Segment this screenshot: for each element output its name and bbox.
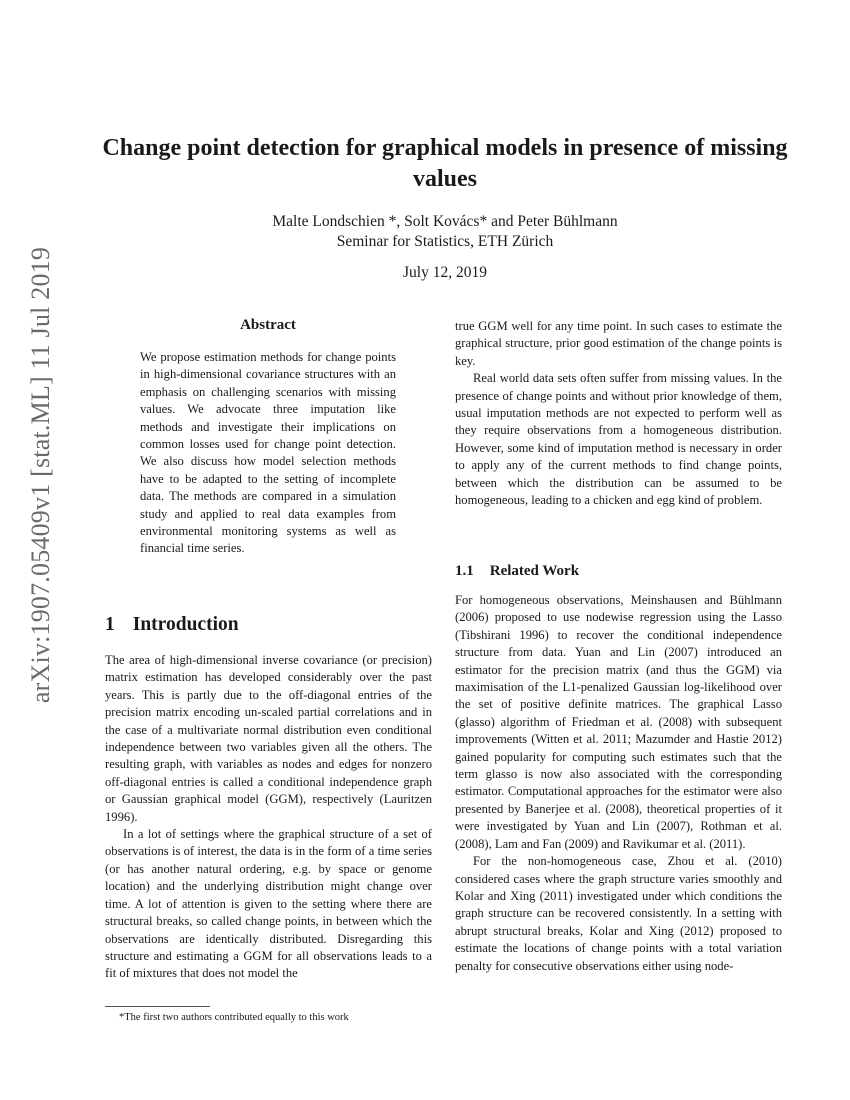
related-paragraph-1: For homogeneous observations, Meinshausen and Bühlmann (2006) proposed to use nodewise regression using the Lasso (Tibshirani 1996) to recover the conditional independence structure from data. Yuan and Lin (2007) introduced an estimator for the precision matrix (and thus the GGM) via maximisation of the L1-penalized Gaussian log-likelihood over the set of positive definite matrices. The graphical Lasso (glasso) algorithm of Friedman et al. (2008) with subsequent improvements (Witten et al. 2011; Mazumder and Hastie 2012) gained popularity for computing such estimates such that the term glasso is now also associated with the corresponding estimator. Computational approaches for the estimator were also presented by Banerjee et al. (2008), theoretical properties of it were investigated by Yuan and Lin (2007), Rothman et al. (2008), Lam and Fan (2009) and Ravikumar et al. (2011). (455, 593, 782, 851)
intro-paragraph-3: Real world data sets often suffer from missing values. In the presence of change points and without prior knowledge of them, usual imputation methods are not expected to perform well as they require observations from a homogeneous distribution. However, some kind of imputation method is necessary in order to apply any of the current methods to find change points, between which the distribution can be assumed to be homogeneous, leading to a chicken and egg kind of problem. (455, 371, 782, 508)
paper-date: July 12, 2019 (403, 264, 487, 281)
arxiv-sidebar (20, 0, 62, 1100)
right-column-bottom (455, 592, 782, 975)
author-block (95, 212, 795, 252)
related-paragraph-2: For the non-homogeneous case, Zhou et al. (2010) considered cases where the graph structure varies smoothly and Kolar and Xing (2011) investigated under which conditions the graph structure can be recovered consistently. In a setting with abrupt structural breaks, Kolar and Xing (2012) proposed to estimate the locations of change points with a total variation penalty for consecutive observations either using node- (455, 854, 782, 973)
subsection-number: 1.1 (455, 563, 474, 579)
intro-paragraph-2: In a lot of settings where the graphical structure of a set of observations is of interest, the data is in the form of a time series (or has another natural ordering, e.g. by space or genome location) and the underlying distribution might change over time. A lot of attention is given to the setting where there are structural breaks, so called change points, in between which the observations are identically distributed. Disregarding this structure and estimating a GGM for all observations leads to a fit of mixtures that does not model the (105, 827, 432, 981)
left-column (105, 652, 432, 983)
footnote-rule (105, 1006, 210, 1007)
affiliation: Seminar for Statistics, ETH Zürich (336, 233, 554, 250)
intro-paragraph-1: The area of high-dimensional inverse covariance (or precision) matrix estimation has developed considerably over the past years. This is partly due to the off-diagonal entries of the precision matrix encoding un-scaled partial correlations and in the case of a multivariate normal distribution even conditional independence between two variables given all the others. The resulting graph, with variables as nodes and edges for nonzero off-diagonal entries is called a conditional independence graph or Gaussian graphical model (GGM), respectively (Lauritzen 1996). (105, 653, 432, 824)
arxiv-identifier: arXiv:1907.05409v1 [stat.ML] 11 Jul 2019 (26, 246, 55, 704)
right-column-top (455, 318, 782, 509)
abstract-text: We propose estimation methods for change points in high-dimensional covariance structures with an emphasis on challenging scenarios with missing values. We advocate three imputation like methods and investigate their implications on common losses used for change point detection. We also discuss how model selection methods have to be adapted to the setting of incomplete data. The methods are compared in a simulation study and applied to real data examples from environmental monitoring systems as well as financial time series. (140, 350, 396, 556)
abstract-heading: Abstract (240, 317, 296, 333)
subsection-title: Related Work (489, 563, 580, 579)
introduction-heading (105, 614, 239, 636)
footnote: *The first two authors contributed equally to this work (119, 1012, 349, 1023)
section-title: Introduction (132, 614, 239, 635)
paper-title: Change point detection for graphical models in presence of missing values (102, 135, 788, 192)
author-names: Malte Londschien *, Solt Kovács* and Peter Bühlmann (272, 213, 618, 230)
intro-paragraph-2-cont: true GGM well for any time point. In such cases to estimate the graphical structure, prior good estimation of the change points is key. (455, 319, 782, 368)
related-work-heading (455, 563, 579, 580)
section-number: 1 (105, 614, 115, 635)
